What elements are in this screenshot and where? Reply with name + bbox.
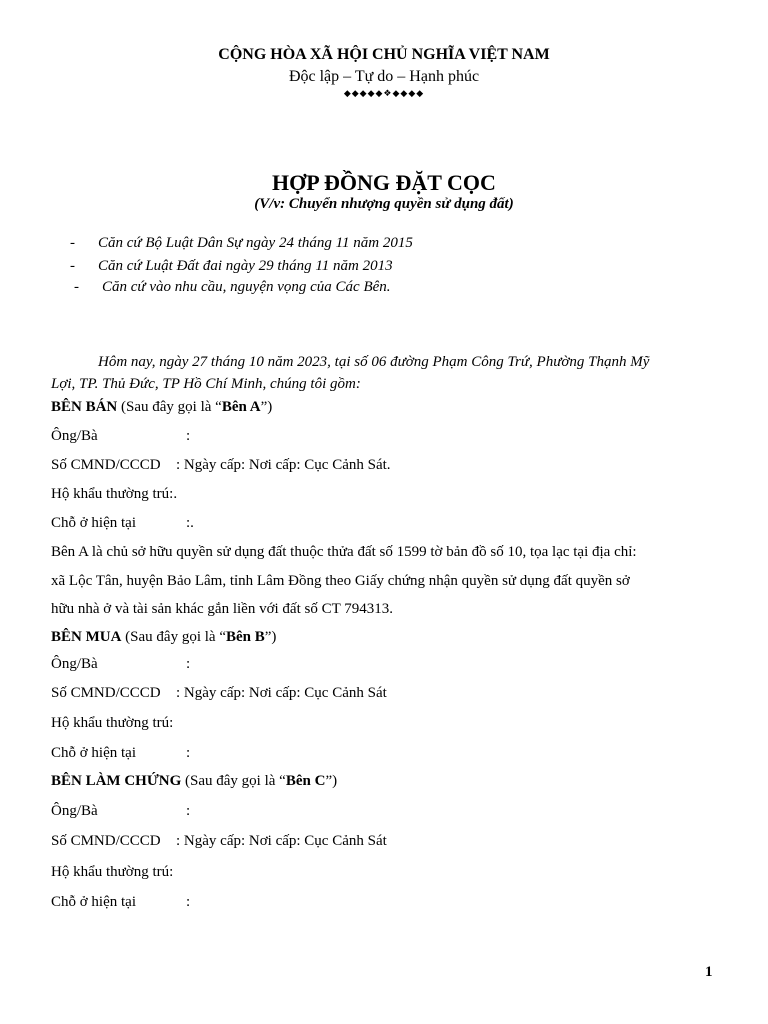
party-c-residence-row [51, 864, 173, 881]
party-a-heading [51, 399, 272, 416]
field-value: : Ngày cấp: Nơi cấp: Cục Cảnh Sát [176, 833, 387, 849]
field-label: Chỗ ở hiện tại [51, 515, 137, 531]
party-b-residence-row [51, 715, 173, 732]
document-title: HỢP ĐỒNG ĐẶT CỌC [272, 170, 496, 195]
legal-basis-text: Căn cứ Luật Đất đai ngày 29 tháng 11 năm 2013 [98, 258, 393, 274]
ornament-divider: ◆◆◆◆◆❖◆◆◆◆ [343, 88, 425, 98]
field-label: Ông/Bà [51, 803, 98, 819]
page-number: 1 [705, 964, 713, 980]
party-b-id-row [51, 685, 387, 702]
field-label: Ông/Bà [51, 428, 98, 444]
legal-basis-item [74, 279, 391, 296]
party-heading-label: BÊN BÁN [51, 399, 118, 415]
field-value: :. [186, 515, 194, 531]
field-label: Số CMND/CCCD [51, 457, 161, 473]
land-description-line: Bên A là chủ sở hữu quyền sử dụng đất thuộc thửa đất số 1599 tờ bản đồ số 10, tọa lạc tại địa chỉ: [51, 544, 637, 560]
field-value: : [186, 428, 191, 444]
party-heading-note: (Sau đây gọi là “ [181, 773, 286, 789]
legal-basis-item [70, 258, 393, 275]
party-alias: Bên B [225, 629, 265, 645]
party-heading-label: BÊN MUA [51, 629, 122, 645]
party-a-current-row [51, 515, 194, 532]
party-alias: Bên C [285, 773, 326, 789]
party-alias: Bên A [221, 399, 261, 415]
field-value: : [186, 803, 191, 819]
bullet-dash: - [74, 279, 79, 295]
party-c-name-row [51, 803, 190, 820]
party-b-heading [51, 629, 276, 646]
party-heading-note-end: ”) [325, 773, 338, 789]
party-heading-note: (Sau đây gọi là “ [121, 629, 226, 645]
field-label: Hộ khẩu thường trú: [51, 864, 174, 880]
party-a-id-row [51, 457, 391, 474]
party-heading-note-end: ”) [264, 629, 277, 645]
party-a-residence-row [51, 486, 177, 503]
legal-basis-text: Căn cứ Bộ Luật Dân Sự ngày 24 tháng 11 năm 2015 [98, 235, 413, 251]
party-heading-note-end: ”) [260, 399, 273, 415]
field-label: Số CMND/CCCD [51, 833, 161, 849]
party-c-current-row [51, 894, 190, 911]
bullet-dash: - [70, 235, 75, 251]
field-value: : Ngày cấp: Nơi cấp: Cục Cảnh Sát [176, 685, 387, 701]
party-b-name-row [51, 656, 190, 673]
party-a-name-row [51, 428, 190, 445]
field-label: Số CMND/CCCD [51, 685, 161, 701]
party-c-heading [51, 773, 337, 790]
party-heading-label: BÊN LÀM CHỨNG [51, 773, 182, 789]
party-c-id-row [51, 833, 387, 850]
field-value: . [173, 486, 178, 502]
nation-header: CỘNG HÒA XÃ HỘI CHỦ NGHĨA VIỆT NAM [218, 46, 550, 63]
land-description-line: xã Lộc Tân, huyện Bảo Lâm, tỉnh Lâm Đồng theo Giấy chứng nhận quyền sử dụng đất quyền sở [51, 573, 630, 589]
intro-line: Lợi, TP. Thủ Đức, TP Hồ Chí Minh, chúng tôi gồm: [51, 376, 361, 392]
field-value: : [186, 745, 191, 761]
legal-basis-item [70, 235, 413, 252]
party-heading-note: (Sau đây gọi là “ [117, 399, 222, 415]
document-subtitle: (V/v: Chuyển nhượng quyền sử dụng đất) [254, 196, 514, 212]
field-value: : [186, 656, 191, 672]
intro-line: Hôm nay, ngày 27 tháng 10 năm 2023, tại số 06 đường Phạm Công Trứ, Phường Thạnh Mỹ [98, 354, 650, 370]
field-value: : [186, 894, 191, 910]
land-description-line: hữu nhà ở và tài sản khác gắn liền với đất số CT 794313. [51, 601, 393, 617]
motto: Độc lập – Tự do – Hạnh phúc [288, 68, 480, 85]
field-label: Ông/Bà [51, 656, 98, 672]
field-value: : Ngày cấp: Nơi cấp: Cục Cảnh Sát. [176, 457, 391, 473]
bullet-dash: - [70, 258, 75, 274]
field-label: Hộ khẩu thường trú: [51, 486, 174, 502]
field-label: Chỗ ở hiện tại [51, 894, 137, 910]
field-label: Hộ khẩu thường trú: [51, 715, 174, 731]
legal-basis-text: Căn cứ vào nhu cầu, nguyện vọng của Các Bên. [102, 279, 391, 295]
party-b-current-row [51, 745, 190, 762]
field-label: Chỗ ở hiện tại [51, 745, 137, 761]
